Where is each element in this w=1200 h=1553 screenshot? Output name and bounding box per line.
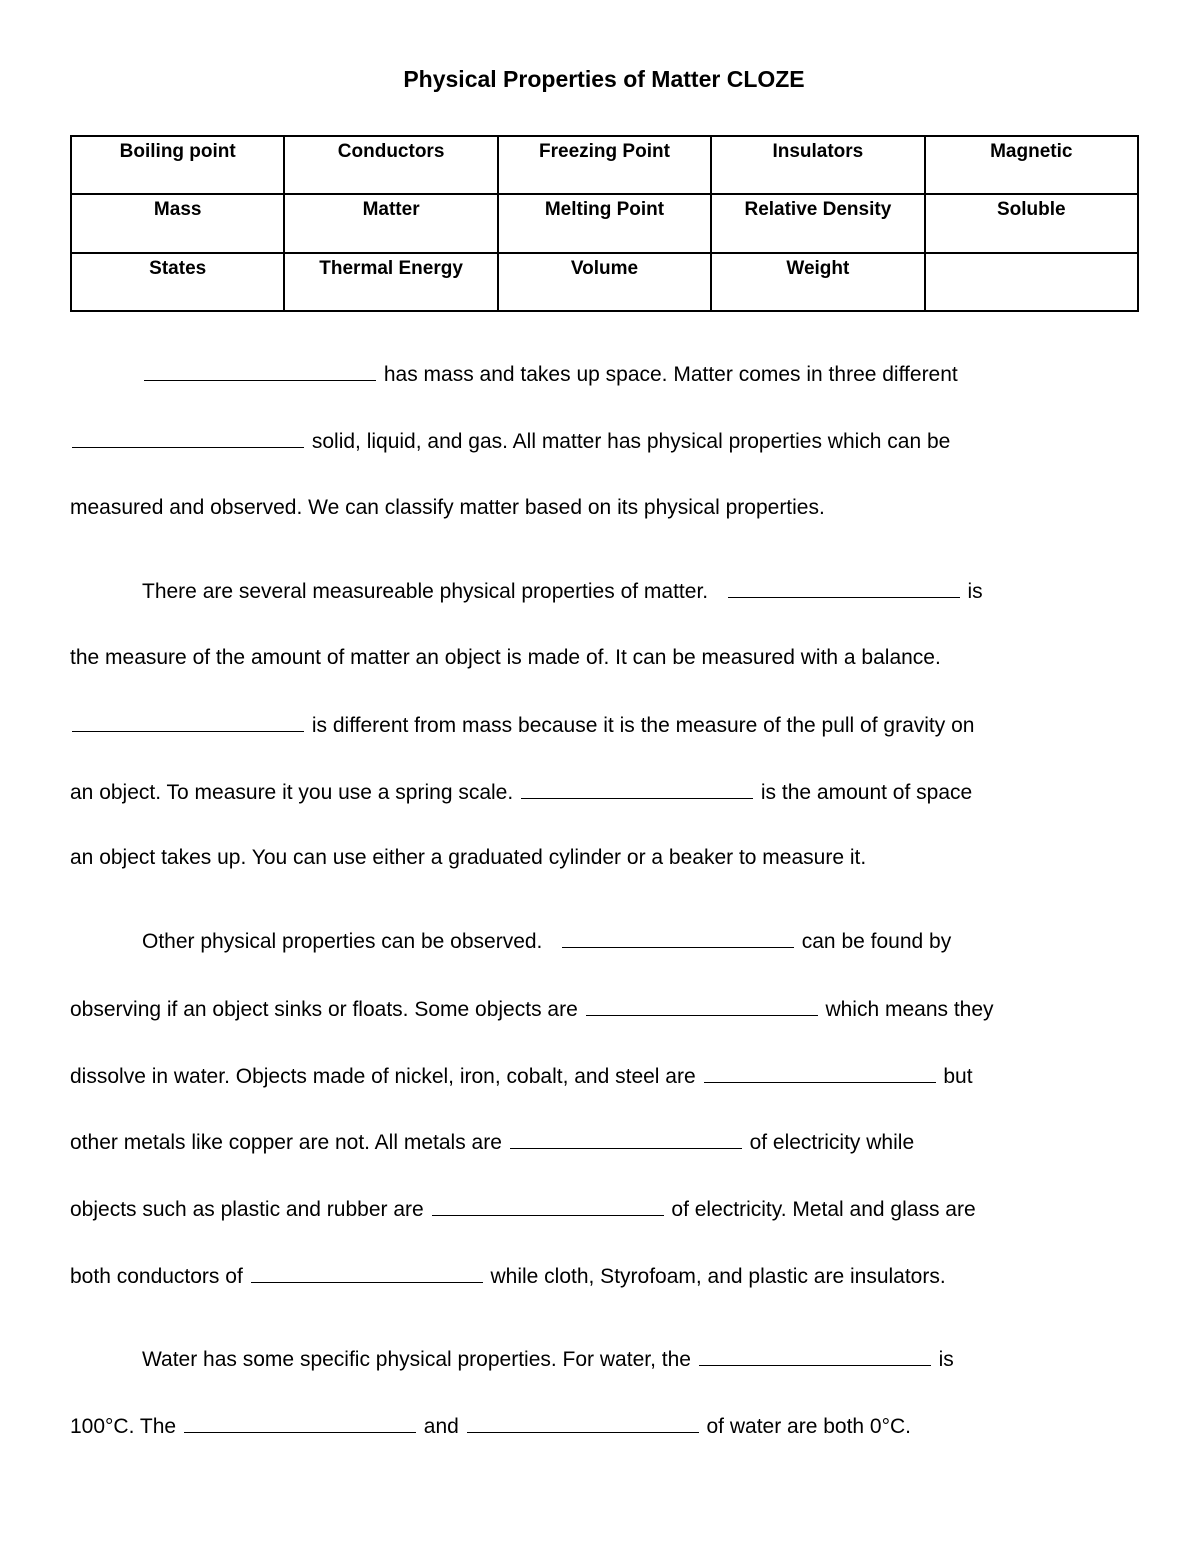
line-text: is	[967, 580, 983, 603]
line-text: objects such as plastic and rubber are	[70, 1198, 424, 1221]
paragraph-line	[70, 644, 941, 672]
word-bank-cell: Magnetic	[925, 136, 1138, 194]
answer-blank[interactable]	[184, 1412, 416, 1433]
paragraph-line	[70, 1262, 946, 1291]
answer-blank[interactable]	[144, 360, 376, 381]
word-bank-row	[71, 136, 1138, 194]
line-text: an object takes up. You can use either a graduated cylinder or a beaker to measure it.	[70, 846, 867, 869]
line-text: while cloth, Styrofoam, and plastic are insulators.	[490, 1265, 946, 1288]
line-text: dissolve in water. Objects made of nickel, iron, cobalt, and steel are	[70, 1065, 696, 1088]
word-bank-cell: Melting Point	[498, 194, 711, 252]
word-bank-cell: Insulators	[711, 136, 924, 194]
line-text: has mass and takes up space. Matter comes in three different	[383, 363, 958, 386]
line-text: is different from mass because it is the measure of the pull of gravity on	[311, 714, 975, 737]
paragraph-line	[70, 1412, 911, 1441]
line-text: can be found by	[801, 930, 952, 953]
word-bank-cell: Boiling point	[71, 136, 284, 194]
answer-blank[interactable]	[432, 1195, 664, 1216]
word-bank-cell: Conductors	[284, 136, 497, 194]
paragraph-line	[70, 1062, 973, 1091]
answer-blank[interactable]	[521, 778, 753, 799]
line-text: solid, liquid, and gas. All matter has physical properties which can be	[311, 430, 951, 453]
paragraph-line	[70, 778, 972, 807]
answer-blank[interactable]	[728, 577, 960, 598]
word-bank-row	[71, 194, 1138, 252]
line-text: the measure of the amount of matter an object is made of. It can be measured with a balance.	[70, 646, 941, 669]
answer-blank[interactable]	[72, 427, 304, 448]
word-bank-cell: Relative Density	[711, 194, 924, 252]
line-text: both conductors of	[70, 1265, 243, 1288]
line-text: and	[423, 1415, 459, 1438]
paragraph-line	[70, 1195, 976, 1224]
answer-blank[interactable]	[510, 1128, 742, 1149]
answer-blank[interactable]	[704, 1062, 936, 1083]
paragraph-line	[142, 360, 958, 389]
paragraph-line	[70, 995, 994, 1024]
line-text: Water has some specific physical properties. For water, the	[142, 1348, 691, 1371]
line-text: of water are both 0°C.	[706, 1415, 912, 1438]
paragraph-line	[142, 577, 983, 606]
line-text: which means they	[825, 998, 994, 1021]
word-bank-cell: States	[71, 253, 284, 311]
line-text: of electricity. Metal and glass are	[671, 1198, 976, 1221]
line-text: other metals like copper are not. All metals are	[70, 1131, 502, 1154]
line-text: is the amount of space	[760, 781, 973, 804]
paragraph-line	[70, 844, 866, 872]
line-text: but	[943, 1065, 973, 1088]
answer-blank[interactable]	[586, 995, 818, 1016]
line-text: of electricity while	[749, 1131, 915, 1154]
paragraph-line	[142, 1345, 954, 1374]
word-bank-cell: Freezing Point	[498, 136, 711, 194]
line-text: 100°C. The	[70, 1415, 177, 1438]
answer-blank[interactable]	[251, 1262, 483, 1283]
word-bank-cell: Weight	[711, 253, 924, 311]
word-bank-cell-empty	[925, 253, 1138, 311]
word-bank-cell: Volume	[498, 253, 711, 311]
answer-blank[interactable]	[72, 711, 304, 732]
word-bank-table	[70, 135, 1139, 312]
line-text: Other physical properties can be observed.	[142, 930, 543, 953]
answer-blank[interactable]	[467, 1412, 699, 1433]
line-text: is	[938, 1348, 954, 1371]
line-text: an object. To measure it you use a spring scale.	[70, 781, 514, 804]
paragraph-line	[70, 1128, 914, 1157]
paragraph-line	[70, 427, 950, 456]
answer-blank[interactable]	[562, 927, 794, 948]
worksheet-title: Physical Properties of Matter CLOZE	[403, 66, 805, 92]
paragraph-line	[142, 927, 951, 956]
word-bank-cell: Thermal Energy	[284, 253, 497, 311]
word-bank-cell: Mass	[71, 194, 284, 252]
word-bank-cell: Soluble	[925, 194, 1138, 252]
paragraph-line	[70, 711, 974, 740]
line-text: observing if an object sinks or floats. Some objects are	[70, 998, 578, 1021]
answer-blank[interactable]	[699, 1345, 931, 1366]
line-text: measured and observed. We can classify matter based on its physical properties.	[70, 496, 825, 519]
paragraph-line	[70, 494, 825, 522]
line-text: There are several measureable physical properties of matter.	[142, 580, 709, 603]
word-bank-cell: Matter	[284, 194, 497, 252]
word-bank-row	[71, 253, 1138, 311]
